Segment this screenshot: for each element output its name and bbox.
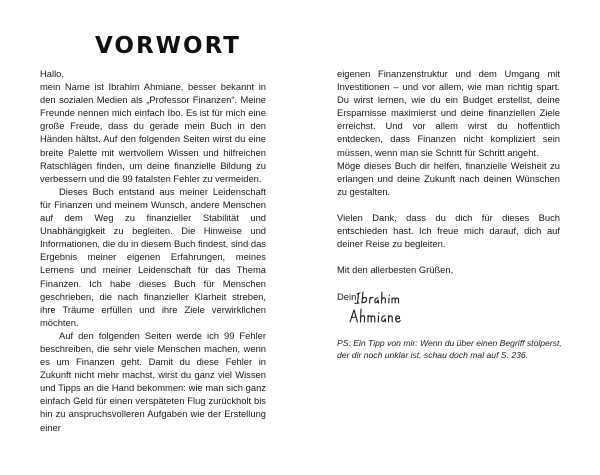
ps-note <box>337 337 567 362</box>
paragraph-origin: Dieses Buch entstand aus meiner Leidenschaft für Finanzen und meinem Wunsch, andere Menschen auf dem Weg zu finanzieller Stabilität und Unabhängigkeit zu begleiten. Die Hinweise und Informationen, die du in diesem Buch findest, sind das Ergebnis meiner eigenen Erfahrungen, meines Lernens und meiner Leidenschaft für das Thema Finanzen. Ich habe dieses Buch für Menschen geschrieben, die nach finanzieller Klarheit streben, ihre Träume erfüllen und ihre Ziele verwirklichen möchten. <box>40 185 266 328</box>
ps-line: PS: Ein Tipp von mir: Wenn du über einen Begriff stolperst, <box>337 338 562 348</box>
signature <box>345 288 465 328</box>
closing-dein: Dein <box>337 290 357 302</box>
right-column <box>337 67 560 303</box>
paragraph-wish: Möge dieses Buch dir helfen, finanzielle Weisheit zu erlangen und deine Zukunft nach deinen Wünschen zu gestalten. <box>337 159 560 197</box>
paragraph-intro: mein Name ist Ibrahim Ahmiane, besser bekannt in den sozialen Medien als „Professor Finanzen“. Meine Freunde nennen mich einfach Ibo. Es ist für mich eine große Freude, dass du gerade mein Buch in den Händen hältst. Auf den folgenden Seiten wirst du eine breite Palette mit wertvollem Wissen und hilfreichen Ratschlägen finden, um deine finanzielle Bildung zu verbessern und die 99 fatalsten Fehler zu vermeiden. <box>40 81 266 184</box>
ps-line: der dir noch unklar ist, schau doch mal auf S. 236. <box>337 350 529 361</box>
paragraph-mistakes: Auf den folgenden Seiten werde ich 99 Fehler beschreiben, die sehr viele Menschen machen, wenn es um Finanzen geht. Damit du diese Fehler in Zukunft nicht mehr machst, wirst du ganz viel Wissen und Tipps an die Hand bekommen: wie man sich ganz einfach Geld für einen verspäteten Flug zurückholt bis hin zu anspruchsvolleren Aufgaben wie der Erstellung einer <box>40 329 266 433</box>
page-title: VORWORT <box>95 33 241 59</box>
left-column <box>40 67 266 434</box>
closing-greeting: Mit den allerbesten Grüßen, <box>337 264 454 276</box>
greeting: Hallo, <box>40 68 64 79</box>
paragraph-continuation: eigenen Finanzenstruktur und dem Umgang mit Investitionen – und vor allem, wie man richtig spart. Du wirst lernen, wie du ein Budget erstellst, deine Ersparnisse maximierst und deine finanziellen Ziele erreichst. Und vor allem wirst du hoffentlich entdecken, dass Finanzen nicht kompliziert sein müssen, wenn man sie Schritt für Schritt angeht. <box>337 68 560 158</box>
paragraph-thanks: Vielen Dank, dass du dich für dieses Buch entschieden hast. Ich freue mich darauf, dich auf deiner Reise zu begleiten. <box>337 212 560 250</box>
